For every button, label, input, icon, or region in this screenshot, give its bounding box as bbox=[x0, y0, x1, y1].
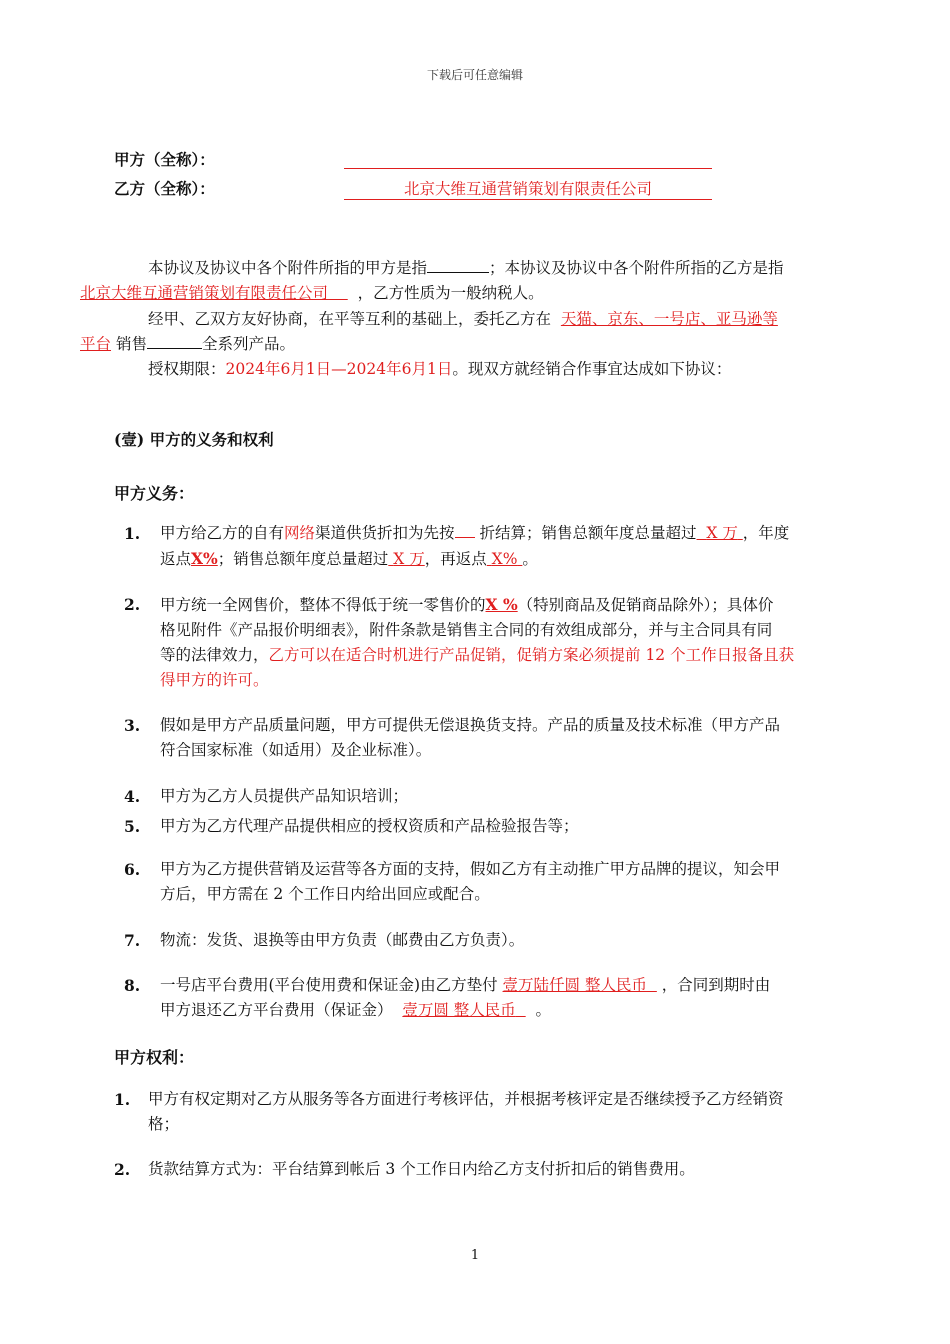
obligation-number: 2. bbox=[124, 595, 141, 614]
text: 甲方退还乙方平台费用（保证金） bbox=[160, 1001, 393, 1019]
text: ，年度 bbox=[742, 524, 790, 542]
intro-p1-text-b: ；本协议及协议中各个附件所指的乙方是指 bbox=[489, 259, 784, 277]
text: 符合国家标准（如适用）及企业标准）。 bbox=[160, 741, 432, 759]
platform-fee-amount: 壹万陆仟圆 整人民币 bbox=[502, 976, 647, 994]
party-a-line bbox=[114, 148, 215, 170]
section-1-title: (壹) 甲方的义务和权利 bbox=[114, 430, 274, 449]
deposit-amount: 壹万圆 整人民币 bbox=[402, 1001, 516, 1019]
text: 甲方为乙方人员提供产品知识培训； bbox=[160, 787, 409, 805]
text: 格见附件《产品报价明细表》，附件条款是销售主合同的有效组成部分，并与主合同具有同 bbox=[160, 621, 773, 639]
intro-paragraph-3 bbox=[114, 357, 838, 382]
party-b-value: 北京大维互通营销策划有限责任公司 bbox=[344, 177, 712, 200]
rights-title: 甲方权利： bbox=[114, 1048, 195, 1067]
rebate-1: X% bbox=[191, 549, 218, 568]
intro-platforms: 天猫、京东、一号店、亚马逊等 bbox=[560, 310, 778, 328]
obligation-number: 8. bbox=[124, 976, 141, 995]
intro-paragraph-1 bbox=[80, 256, 838, 306]
intro-paragraph-2 bbox=[80, 307, 838, 357]
authorization-period: 2024年6月1日—2024年6月1日 bbox=[225, 360, 453, 378]
intro-p2-text-b: 销售 bbox=[115, 335, 147, 353]
obligation-number: 6. bbox=[124, 860, 141, 879]
text: 甲方有权定期对乙方从服务等各方面进行考核评估，并根据考核评定是否继续授予乙方经销资 bbox=[148, 1090, 784, 1108]
page-number: 1 bbox=[470, 1248, 480, 1263]
text: 甲方为乙方提供营销及运营等各方面的支持，假如乙方有主动推广甲方品牌的提议，知会甲 bbox=[160, 860, 781, 878]
sales-threshold-2: X 万 bbox=[393, 550, 425, 568]
discount-blank bbox=[455, 521, 475, 538]
text: 物流：发货、退换等由甲方负责（邮费由乙方负责）。 bbox=[160, 931, 525, 949]
text: 方后，甲方需在 2 个工作日内给出回应或配合。 bbox=[160, 885, 490, 903]
text: ；销售总额年度总量超过 bbox=[217, 550, 389, 568]
rebate-2: X% bbox=[491, 550, 518, 568]
obligation-number: 1. bbox=[124, 524, 141, 543]
intro-p2-text-c: 全系列产品。 bbox=[201, 335, 295, 353]
min-price-percent: X % bbox=[485, 595, 518, 614]
sales-threshold-1: X 万 bbox=[706, 524, 738, 542]
text: 返点 bbox=[160, 550, 192, 568]
party-a-blank bbox=[427, 256, 489, 273]
obligation-number: 7. bbox=[124, 931, 141, 950]
text: 格； bbox=[148, 1115, 180, 1133]
rights-number: 2. bbox=[114, 1160, 131, 1179]
party-b-line bbox=[114, 177, 652, 199]
intro-p3-text-b: 。现双方就经销合作事宜达成如下协议： bbox=[452, 360, 732, 378]
text: 。 bbox=[522, 550, 538, 568]
intro-platforms-2: 平台 bbox=[80, 335, 112, 353]
text: 假如是甲方产品质量问题，甲方可提供无偿退换货支持。产品的质量及技术标准（甲方产品 bbox=[160, 716, 781, 734]
text: ，合同到期时由 bbox=[661, 976, 771, 994]
text: 折结算；销售总额年度总量超过 bbox=[479, 524, 697, 542]
text-network: 网络 bbox=[284, 524, 316, 542]
text: 等的法律效力， bbox=[160, 646, 269, 664]
intro-company: 北京大维互通营销策划有限责任公司 bbox=[80, 284, 329, 302]
intro-p3-text-a: 授权期限： bbox=[148, 360, 226, 378]
promotion-clause: 乙方可以在适合时机进行产品促销，促销方案必须提前 12 个工作日报备且获 bbox=[268, 646, 795, 664]
product-blank bbox=[147, 332, 202, 349]
header-note: 下载后可任意编辑 bbox=[426, 68, 523, 82]
party-a-label: 甲方（全称）： bbox=[114, 150, 215, 169]
promotion-clause-end: 得甲方的许可。 bbox=[160, 671, 269, 689]
rights-number: 1. bbox=[114, 1090, 131, 1109]
text: 甲方给乙方的自有 bbox=[160, 524, 285, 542]
obligation-number: 3. bbox=[124, 716, 141, 735]
party-b-label: 乙方（全称）： bbox=[114, 179, 215, 198]
text: （特别商品及促销商品除外）；具体价 bbox=[517, 596, 774, 614]
text: 一号店平台费用(平台使用费和保证金)由乙方垫付 bbox=[160, 976, 498, 994]
intro-p1-text-c: ，乙方性质为一般纳税人。 bbox=[357, 284, 544, 302]
intro-p1-text-a: 本协议及协议中各个附件所指的甲方是指 bbox=[148, 259, 428, 277]
obligations-title: 甲方义务： bbox=[114, 484, 195, 503]
obligation-number: 5. bbox=[124, 817, 141, 836]
text: ，再返点 bbox=[424, 550, 487, 568]
obligation-number: 4. bbox=[124, 787, 141, 806]
text: 甲方统一全网售价，整体不得低于统一零售价的 bbox=[160, 596, 486, 614]
intro-p2-text-a: 经甲、乙双方友好协商，在平等互利的基础上，委托乙方在 bbox=[148, 310, 552, 328]
text: 甲方为乙方代理产品提供相应的授权资质和产品检验报告等； bbox=[160, 817, 579, 835]
party-a-value bbox=[344, 150, 712, 169]
text: 。 bbox=[535, 1001, 552, 1019]
text: 渠道供货折扣为先按 bbox=[315, 524, 455, 542]
text: 货款结算方式为：平台结算到帐后 3 个工作日内给乙方支付折扣后的销售费用。 bbox=[148, 1160, 695, 1178]
